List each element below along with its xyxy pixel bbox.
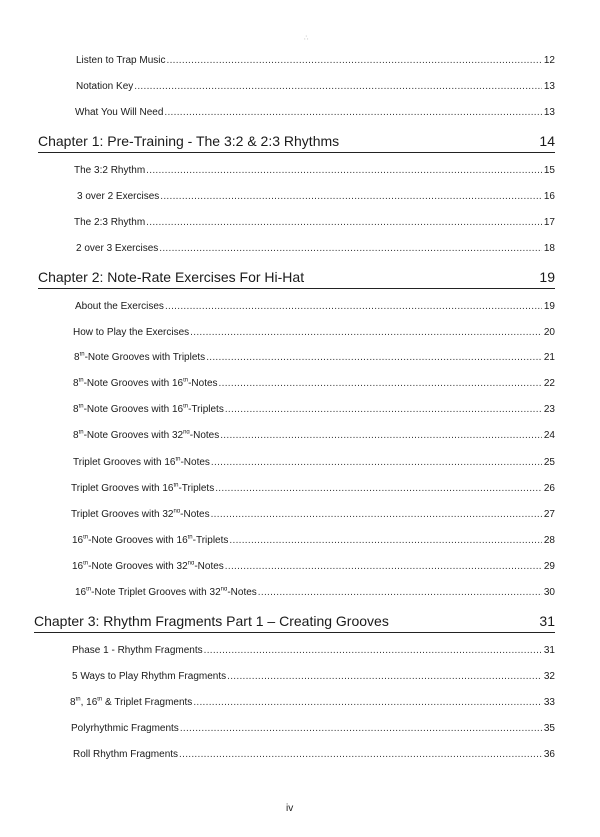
title-text: 8 (73, 430, 79, 441)
page-number: 15 (543, 165, 555, 176)
toc-entry (76, 81, 555, 92)
dot-leader (225, 404, 542, 415)
toc-entry (73, 378, 555, 389)
dot-leader (220, 430, 542, 441)
ordinal-suffix: th (79, 352, 85, 358)
page-number: 32 (543, 671, 555, 682)
dot-leader (190, 327, 542, 338)
dot-leader (225, 561, 542, 572)
ordinal-suffix: th (173, 483, 179, 489)
title-text: -Triplets (192, 535, 229, 546)
dot-leader (229, 535, 541, 546)
entry-title: Listen to Trap Music (76, 55, 166, 66)
entry-title: What You Will Need (75, 107, 164, 118)
page-number-footer: iv (286, 803, 294, 814)
entry-title (71, 509, 210, 520)
title-text: -Note Triplet Grooves with 32 (91, 587, 221, 598)
title-text: 8 (70, 697, 76, 708)
title-text: -Note Grooves with 16 (83, 404, 184, 415)
dot-leader (166, 55, 541, 66)
ordinal-suffix: th (187, 535, 193, 541)
dot-leader (164, 107, 541, 118)
page-number: 12 (543, 55, 555, 66)
toc-entry (70, 697, 555, 708)
toc-entry (77, 191, 555, 202)
page-number: 19 (539, 269, 555, 285)
dot-leader (159, 243, 542, 254)
toc-entry (73, 430, 555, 441)
dot-leader (219, 378, 542, 389)
title-text: -Note Grooves with 32 (83, 430, 184, 441)
dot-leader (204, 645, 542, 656)
page-number: 31 (539, 613, 555, 629)
title-text: -Notes (227, 587, 257, 598)
title-text: 8 (73, 404, 79, 415)
ordinal-suffix: th (97, 697, 103, 703)
dot-leader (211, 457, 542, 468)
entry-title (73, 457, 210, 468)
title-text: -Notes (180, 509, 210, 520)
title-text: -Notes (188, 378, 218, 389)
title-text: -Triplets (188, 404, 224, 415)
toc-entry (75, 107, 555, 118)
dot-leader (211, 509, 542, 520)
title-text: 8 (74, 352, 80, 363)
page-number: 13 (543, 81, 555, 92)
ordinal-suffix: nd (187, 561, 195, 567)
toc-entry (76, 243, 555, 254)
ordinal-suffix: th (78, 430, 84, 436)
title-text: -Notes (189, 430, 220, 441)
scan-speck: ∴ (304, 35, 309, 42)
entry-title: Roll Rhythm Fragments (73, 749, 179, 760)
page-number: 25 (543, 457, 555, 468)
ordinal-suffix: th (75, 697, 81, 703)
ordinal-suffix: th (183, 378, 189, 384)
entry-title (73, 404, 224, 415)
toc-entry (76, 55, 555, 66)
toc-entry (74, 217, 555, 228)
title-text: -Notes (180, 457, 210, 468)
chapter-title: Chapter 1: Pre-Training - The 3:2 & 2:3 Rhythms (38, 133, 340, 149)
dot-leader (146, 165, 542, 176)
title-text: -Notes (194, 561, 224, 572)
toc-entry (72, 645, 555, 656)
page-number: 31 (543, 645, 555, 656)
page-number: 23 (543, 404, 555, 415)
page-number: 13 (543, 107, 555, 118)
title-text: -Note Grooves with 16 (83, 378, 184, 389)
toc-entry (71, 483, 555, 494)
toc-entry (72, 671, 555, 682)
toc-entry (75, 587, 555, 598)
entry-title: Phase 1 - Rhythm Fragments (72, 645, 203, 656)
title-text: 16 (75, 587, 87, 598)
entry-title: The 3:2 Rhythm (74, 165, 146, 176)
page-number: 24 (543, 430, 555, 441)
toc-entry (75, 301, 555, 312)
entry-title (73, 430, 219, 441)
ordinal-suffix: th (78, 404, 84, 410)
title-text: -Triplets (178, 483, 215, 494)
entry-title: About the Exercises (75, 301, 164, 312)
dot-leader (193, 697, 542, 708)
page-number: 33 (543, 697, 555, 708)
page-number: 18 (543, 243, 555, 254)
title-text: 16 (72, 561, 84, 572)
title-text: -Note Grooves with Triplets (84, 352, 206, 363)
page-number: 19 (543, 301, 555, 312)
ordinal-suffix: nd (183, 430, 190, 436)
title-text: , 16 (80, 697, 98, 708)
toc-chapter-heading (38, 269, 555, 289)
dot-leader (180, 723, 542, 734)
title-text: Triplet Grooves with 16 (73, 457, 176, 468)
dot-leader (227, 671, 542, 682)
dot-leader (215, 483, 542, 494)
ordinal-suffix: nd (220, 587, 228, 593)
ordinal-suffix: th (183, 404, 189, 410)
toc-entry (71, 509, 555, 520)
dot-leader (146, 217, 542, 228)
page-number: 20 (543, 327, 555, 338)
title-text: -Note Grooves with 16 (88, 535, 188, 546)
entry-title (71, 483, 214, 494)
title-text: Triplet Grooves with 32 (71, 509, 174, 520)
page-number: 27 (543, 509, 555, 520)
entry-title (70, 697, 192, 708)
chapter-title: Chapter 2: Note-Rate Exercises For Hi-Hat (38, 269, 305, 285)
dot-leader (258, 587, 542, 598)
dot-leader (160, 191, 542, 202)
toc-entry (72, 561, 555, 572)
entry-title (72, 535, 228, 546)
toc-entry (74, 165, 555, 176)
entry-title: Notation Key (76, 81, 134, 92)
toc-chapter-heading (38, 133, 555, 153)
page-number: 16 (543, 191, 555, 202)
entry-title: 2 over 3 Exercises (76, 243, 159, 254)
page-number: 35 (543, 723, 555, 734)
page-number: 29 (543, 561, 555, 572)
entry-title (75, 587, 257, 598)
page-number: 36 (543, 749, 555, 760)
entry-title (74, 352, 205, 363)
toc-entry (74, 352, 555, 363)
ordinal-suffix: th (83, 535, 89, 541)
toc-entry (71, 723, 555, 734)
ordinal-suffix: th (83, 561, 89, 567)
toc-entry (73, 749, 555, 760)
page-number: 26 (543, 483, 555, 494)
dot-leader (134, 81, 542, 92)
toc-entry (73, 457, 555, 468)
title-text: 16 (72, 535, 84, 546)
title-text: & Triplet Fragments (102, 697, 193, 708)
ordinal-suffix: nd (173, 509, 181, 515)
dot-leader (165, 301, 542, 312)
page-number: 22 (543, 378, 555, 389)
toc-entry (73, 404, 555, 415)
entry-title: Polyrhythmic Fragments (71, 723, 179, 734)
page-number: 30 (543, 587, 555, 598)
ordinal-suffix: th (175, 457, 181, 463)
dot-leader (179, 749, 542, 760)
page-number: 17 (543, 217, 555, 228)
ordinal-suffix: th (78, 378, 84, 384)
entry-title: The 2:3 Rhythm (74, 217, 146, 228)
toc-entry (73, 327, 555, 338)
page-number: 28 (543, 535, 555, 546)
title-text: Triplet Grooves with 16 (71, 483, 174, 494)
entry-title: 5 Ways to Play Rhythm Fragments (72, 671, 227, 682)
entry-title (73, 378, 218, 389)
entry-title: How to Play the Exercises (73, 327, 190, 338)
toc-entry (72, 535, 555, 546)
dot-leader (206, 352, 542, 363)
ordinal-suffix: th (86, 587, 92, 593)
entry-title: 3 over 2 Exercises (77, 191, 160, 202)
toc-chapter-heading (34, 613, 555, 633)
title-text: -Note Grooves with 32 (88, 561, 188, 572)
entry-title (72, 561, 224, 572)
page-number: 21 (543, 352, 555, 363)
page-number: 14 (539, 133, 555, 149)
title-text: 8 (73, 378, 79, 389)
chapter-title: Chapter 3: Rhythm Fragments Part 1 – Creating Grooves (34, 613, 389, 629)
